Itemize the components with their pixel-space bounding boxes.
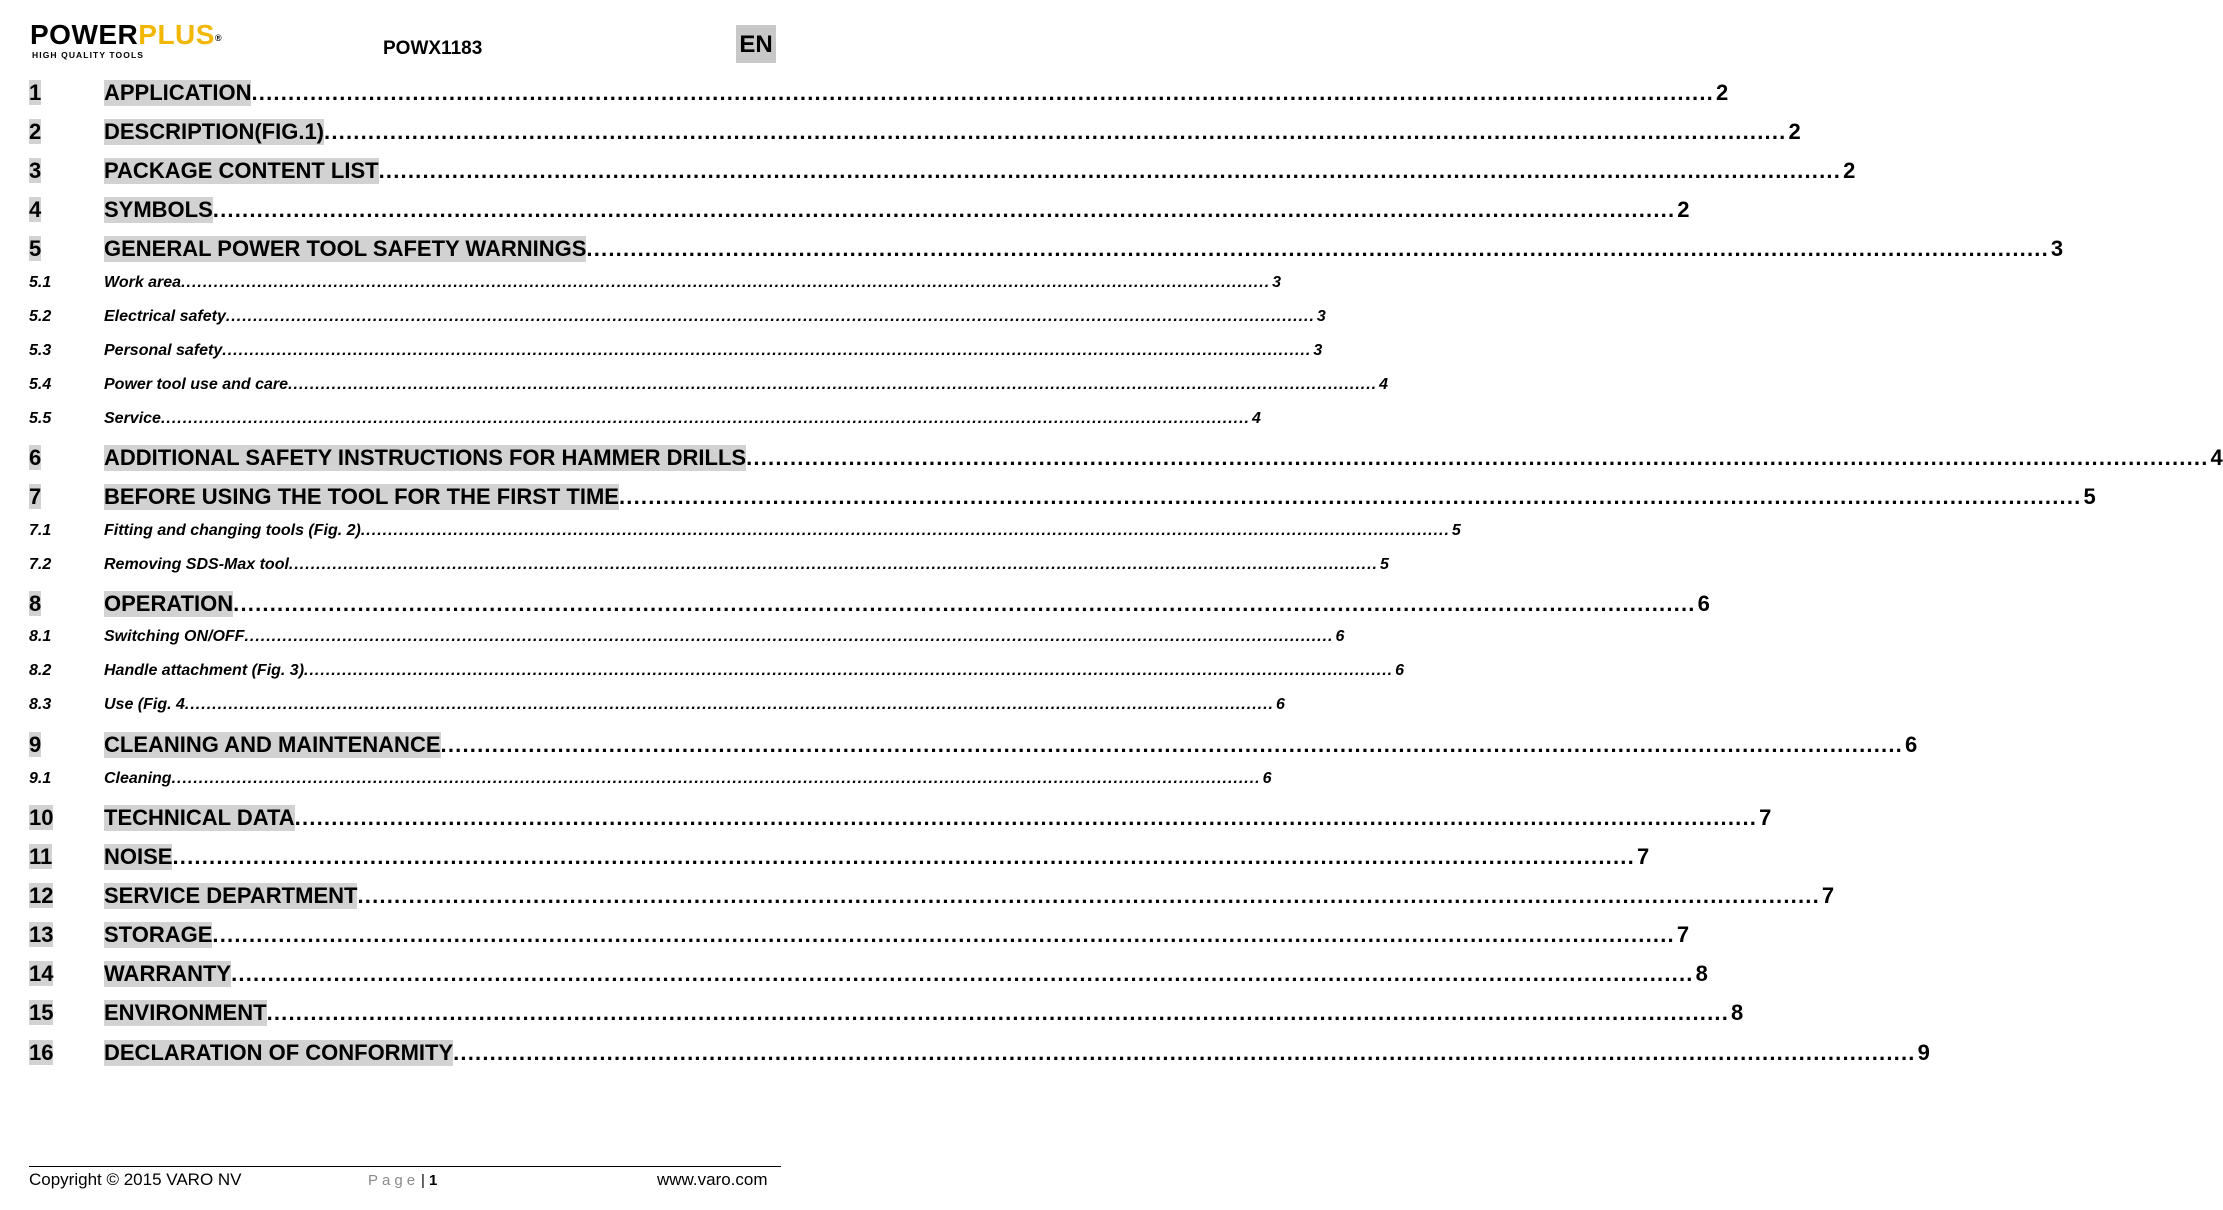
footer-copyright: Copyright © 2015 VARO NV bbox=[29, 1170, 242, 1189]
logo-primary: POWER bbox=[30, 19, 139, 50]
page-separator: | bbox=[421, 1172, 425, 1189]
toc-entry-number bbox=[29, 883, 104, 909]
logo-secondary: PLUS bbox=[138, 19, 215, 50]
toc-dot-leader: ........................................................................................................................................................................................................ bbox=[288, 376, 1378, 393]
toc-entry-number bbox=[29, 484, 104, 510]
toc-dot-leader: ........................................................................................................................................................................................................ bbox=[453, 1040, 1916, 1065]
toc-dot-leader: ........................................................................................................................................................................................................ bbox=[440, 732, 1903, 757]
toc-entry[interactable] bbox=[29, 918, 1690, 948]
toc-entry-number bbox=[29, 274, 104, 292]
toc-entry-number bbox=[29, 158, 104, 184]
page-number: 1 bbox=[428, 1172, 438, 1189]
toc-entry-number-text: 10 bbox=[29, 805, 54, 830]
toc-entry-page[interactable]: 2 bbox=[1677, 197, 1690, 222]
toc-entry-title[interactable]: Use (Fig. 4 bbox=[104, 696, 185, 713]
footer-divider bbox=[29, 1166, 781, 1167]
footer-website: www.varo.com bbox=[657, 1170, 768, 1189]
toc-entry[interactable] bbox=[29, 338, 1323, 360]
toc-entry-page[interactable]: 2 bbox=[1788, 119, 1801, 144]
toc-entry-title[interactable]: GENERAL POWER TOOL SAFETY WARNINGS bbox=[104, 236, 587, 261]
toc-entry-number bbox=[29, 445, 104, 471]
toc-entry-number-text: 6 bbox=[29, 445, 42, 470]
toc-entry-number bbox=[29, 197, 104, 223]
toc-entry[interactable] bbox=[29, 801, 1772, 831]
toc-dot-leader: ........................................................................................................................................................................................................ bbox=[244, 628, 1334, 645]
toc-entry-title[interactable]: DECLARATION OF CONFORMITY bbox=[104, 1040, 454, 1065]
toc-dot-leader: ........................................................................................................................................................................................................ bbox=[360, 522, 1450, 539]
toc-entry[interactable] bbox=[29, 441, 2223, 471]
toc-entry-title[interactable]: APPLICATION bbox=[104, 80, 252, 105]
toc-entry-page[interactable]: 5 bbox=[1451, 522, 1461, 539]
toc-entry-number bbox=[29, 1040, 104, 1066]
toc-entry[interactable] bbox=[29, 193, 1690, 223]
toc-entry-title[interactable]: NOISE bbox=[104, 844, 173, 869]
toc-entry-page[interactable]: 6 bbox=[1335, 628, 1345, 645]
toc-entry-number bbox=[29, 696, 104, 714]
toc-entry-number bbox=[29, 236, 104, 262]
toc-dot-leader: ........................................................................................................................................................................................................ bbox=[181, 274, 1271, 291]
toc-dot-leader: ........................................................................................................................................................................................................ bbox=[294, 805, 1758, 830]
toc-entry-number bbox=[29, 961, 104, 987]
toc-entry-number bbox=[29, 628, 104, 646]
toc-entry-number-text: 2 bbox=[29, 119, 42, 144]
toc-entry-number-text: 3 bbox=[29, 158, 42, 183]
footer-page-indicator bbox=[368, 1172, 437, 1189]
toc-entry-page[interactable]: 7 bbox=[1759, 805, 1772, 830]
toc-entry[interactable] bbox=[29, 115, 1801, 145]
document-code: POWX1183 bbox=[383, 38, 483, 59]
toc-dot-leader: ........................................................................................................................................................................................................ bbox=[212, 922, 1675, 947]
toc-entry-page[interactable]: 6 bbox=[1262, 770, 1272, 787]
toc-dot-leader: ........................................................................................................................................................................................................ bbox=[586, 236, 2049, 261]
toc-entry[interactable] bbox=[29, 76, 1729, 106]
toc-dot-leader: ........................................................................................................................................................................................................ bbox=[357, 883, 1820, 908]
toc-entry-number-text: 7.2 bbox=[29, 556, 52, 573]
language-badge: EN bbox=[736, 25, 776, 63]
toc-entry-title[interactable]: Service bbox=[104, 410, 161, 427]
toc-entry-number bbox=[29, 662, 104, 680]
toc-dot-leader: ........................................................................................................................................................................................................ bbox=[184, 696, 1274, 713]
toc-entry-page[interactable]: 7 bbox=[1821, 883, 1835, 908]
toc-entry-number-text: 5.3 bbox=[29, 342, 52, 359]
toc-entry-title[interactable]: WARRANTY bbox=[104, 961, 232, 986]
toc-entry-number-text: 5.5 bbox=[29, 410, 52, 427]
toc-entry-title[interactable]: Switching ON/OFF bbox=[104, 628, 245, 645]
toc-entry-title[interactable]: ENVIRONMENT bbox=[104, 1000, 267, 1025]
toc-entry-page[interactable]: 5 bbox=[2083, 484, 2096, 509]
toc-entry-number-text: 7 bbox=[29, 484, 42, 509]
toc-entry-number bbox=[29, 732, 104, 758]
toc-entry-number bbox=[29, 376, 104, 394]
toc-entry-page[interactable]: 7 bbox=[1676, 922, 1690, 947]
toc-entry-title[interactable]: Power tool use and care bbox=[104, 376, 289, 393]
toc-dot-leader: ........................................................................................................................................................................................................ bbox=[618, 484, 2082, 509]
toc-entry-page[interactable]: 6 bbox=[1275, 696, 1285, 713]
toc-entry-page[interactable]: 2 bbox=[1843, 158, 1856, 183]
toc-entry-title[interactable]: BEFORE USING THE TOOL FOR THE FIRST TIME bbox=[104, 484, 619, 509]
toc-entry[interactable] bbox=[29, 996, 1744, 1026]
toc-entry-number-text: 11 bbox=[29, 844, 53, 869]
toc-entry-title[interactable]: Electrical safety bbox=[104, 308, 226, 325]
toc-entry-number-text: 5.1 bbox=[29, 274, 52, 291]
toc-entry-title[interactable]: Personal safety bbox=[104, 342, 223, 359]
toc-entry-number-text: 12 bbox=[29, 883, 54, 908]
toc-entry-page[interactable]: 9 bbox=[1917, 1040, 1930, 1065]
toc-entry[interactable] bbox=[29, 957, 1708, 987]
toc-dot-leader: ........................................................................................................................................................................................................ bbox=[251, 80, 1714, 105]
toc-entry-title[interactable]: Work area bbox=[104, 274, 182, 291]
toc-entry-number-text: 14 bbox=[29, 961, 54, 986]
toc-entry-number-text: 8.3 bbox=[29, 696, 52, 713]
logo-tagline: HIGH QUALITY TOOLS bbox=[32, 50, 145, 60]
toc-dot-leader: ........................................................................................................................................................................................................ bbox=[222, 342, 1312, 359]
toc-entry-number-text: 9 bbox=[29, 732, 42, 757]
toc-dot-leader: ........................................................................................................................................................................................................ bbox=[233, 591, 1696, 616]
toc-entry[interactable] bbox=[29, 270, 1282, 292]
toc-entry-number bbox=[29, 922, 104, 948]
toc-entry-number-text: 8.2 bbox=[29, 662, 52, 679]
toc-entry-title[interactable]: STORAGE bbox=[104, 922, 213, 947]
toc-entry-page[interactable]: 8 bbox=[1731, 1000, 1744, 1025]
toc-entry[interactable] bbox=[29, 232, 2064, 262]
toc-entry-number bbox=[29, 119, 104, 145]
toc-entry-number-text: 15 bbox=[29, 1000, 54, 1025]
toc-entry-number bbox=[29, 1000, 104, 1026]
toc-entry-page[interactable]: 4 bbox=[1252, 410, 1261, 427]
toc-entry[interactable] bbox=[29, 587, 1710, 617]
toc-entry-title[interactable]: Fitting and changing tools (Fig. 2) bbox=[104, 522, 361, 539]
toc-entry[interactable] bbox=[29, 304, 1326, 326]
toc-entry[interactable] bbox=[29, 879, 1835, 909]
toc-entry-number bbox=[29, 770, 104, 788]
toc-dot-leader: ........................................................................................................................................................................................................ bbox=[172, 844, 1635, 869]
toc-entry-page[interactable]: 6 bbox=[1395, 662, 1404, 679]
toc-entry[interactable] bbox=[29, 624, 1345, 646]
toc-entry-page[interactable]: 3 bbox=[1313, 342, 1323, 359]
toc-dot-leader: ........................................................................................................................................................................................................ bbox=[304, 662, 1394, 679]
toc-entry-page[interactable]: 6 bbox=[1697, 591, 1710, 616]
toc-entry-page[interactable]: 3 bbox=[2050, 236, 2064, 261]
toc-entry[interactable] bbox=[29, 480, 2096, 510]
toc-entry-number bbox=[29, 308, 104, 326]
toc-entry-title[interactable]: CLEANING AND MAINTENANCE bbox=[104, 732, 441, 757]
toc-entry-page[interactable]: 5 bbox=[1379, 556, 1389, 573]
toc-entry-number bbox=[29, 805, 104, 831]
toc-entry-page[interactable]: 7 bbox=[1636, 844, 1650, 869]
toc-dot-leader: ........................................................................................................................................................................................................ bbox=[746, 445, 2209, 470]
toc-entry-number bbox=[29, 844, 104, 870]
toc-entry-title[interactable]: TECHNICAL DATA bbox=[104, 805, 295, 830]
toc-entry-number-text: 5.4 bbox=[29, 376, 52, 393]
toc-entry-title[interactable]: Handle attachment (Fig. 3) bbox=[104, 662, 305, 679]
toc-dot-leader: ........................................................................................................................................................................................................ bbox=[171, 770, 1261, 787]
toc-entry-number bbox=[29, 410, 104, 428]
toc-entry-title[interactable]: ADDITIONAL SAFETY INSTRUCTIONS FOR HAMMER DRILLS bbox=[104, 445, 747, 470]
toc-entry-title[interactable]: DESCRIPTION(FIG.1) bbox=[104, 119, 325, 144]
toc-dot-leader: ........................................................................................................................................................................................................ bbox=[288, 556, 1378, 573]
toc-entry[interactable] bbox=[29, 658, 1404, 680]
toc-entry-title[interactable]: OPERATION bbox=[104, 591, 234, 616]
toc-dot-leader: ........................................................................................................................................................................................................ bbox=[378, 158, 1842, 183]
toc-entry[interactable] bbox=[29, 766, 1272, 788]
toc-dot-leader: ........................................................................................................................................................................................................ bbox=[225, 308, 1315, 325]
toc-entry[interactable] bbox=[29, 552, 1389, 574]
toc-dot-leader: ........................................................................................................................................................................................................ bbox=[266, 1000, 1730, 1025]
toc-entry-number-text: 4 bbox=[29, 197, 42, 222]
toc-entry-title[interactable]: PACKAGE CONTENT LIST bbox=[104, 158, 379, 183]
page-label: Page bbox=[368, 1172, 420, 1189]
toc-entry-number-text: 16 bbox=[29, 1040, 54, 1065]
toc-entry-page[interactable]: 3 bbox=[1272, 274, 1282, 291]
toc-entry[interactable] bbox=[29, 840, 1650, 870]
toc-entry-number bbox=[29, 556, 104, 574]
toc-entry-page[interactable]: 3 bbox=[1316, 308, 1326, 325]
toc-entry-number-text: 5.2 bbox=[29, 308, 52, 325]
toc-entry-page[interactable]: 4 bbox=[1379, 376, 1389, 393]
toc-entry-number bbox=[29, 591, 104, 617]
toc-entry[interactable] bbox=[29, 406, 1261, 428]
toc-entry-number bbox=[29, 522, 104, 540]
toc-entry[interactable] bbox=[29, 518, 1461, 540]
toc-entry-number-text: 8 bbox=[29, 591, 42, 616]
toc-entry-page[interactable]: 4 bbox=[2210, 445, 2223, 470]
toc-entry-title[interactable]: Removing SDS-Max tool bbox=[104, 556, 289, 573]
toc-entry[interactable] bbox=[29, 372, 1389, 394]
toc-entry-number-text: 8.1 bbox=[29, 628, 52, 645]
toc-entry-number-text: 5 bbox=[29, 236, 42, 261]
toc-entry-page[interactable]: 6 bbox=[1904, 732, 1918, 757]
toc-entry-title[interactable]: SERVICE DEPARTMENT bbox=[104, 883, 358, 908]
toc-entry-title[interactable]: Cleaning bbox=[104, 770, 172, 787]
toc-entry[interactable] bbox=[29, 728, 1918, 758]
toc-entry-number-text: 9.1 bbox=[29, 770, 52, 787]
toc-entry-number-text: 13 bbox=[29, 922, 54, 947]
toc-entry-title[interactable]: SYMBOLS bbox=[104, 197, 213, 222]
toc-entry[interactable] bbox=[29, 692, 1285, 714]
toc-dot-leader: ........................................................................................................................................................................................................ bbox=[212, 197, 1676, 222]
toc-entry-number bbox=[29, 342, 104, 360]
toc-entry-page[interactable]: 2 bbox=[1715, 80, 1729, 105]
toc-entry-page[interactable]: 8 bbox=[1695, 961, 1708, 986]
toc-entry-number bbox=[29, 80, 104, 106]
toc-dot-leader: ........................................................................................................................................................................................................ bbox=[160, 410, 1250, 427]
toc-entry-number-text: 1 bbox=[29, 80, 42, 105]
toc-entry[interactable] bbox=[29, 154, 1856, 184]
toc-entry[interactable] bbox=[29, 1036, 1930, 1066]
toc-dot-leader: ........................................................................................................................................................................................................ bbox=[231, 961, 1694, 986]
toc-dot-leader: ........................................................................................................................................................................................................ bbox=[324, 119, 1787, 144]
registered-mark: ® bbox=[214, 33, 223, 43]
toc-entry-number-text: 7.1 bbox=[29, 522, 52, 539]
